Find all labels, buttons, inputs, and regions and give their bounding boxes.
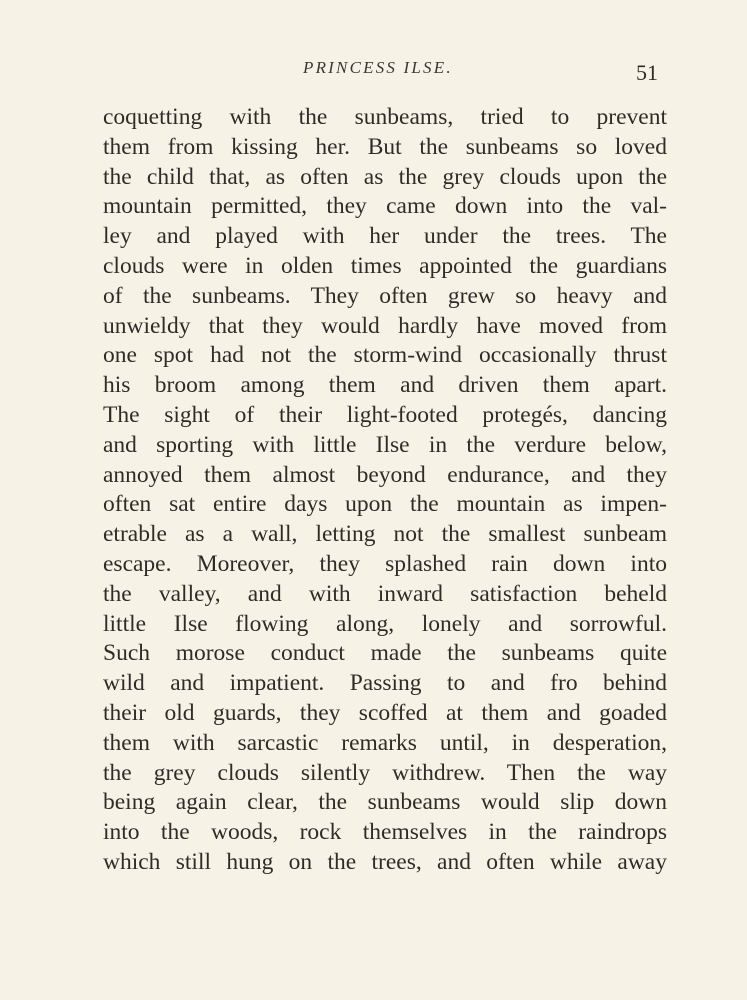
text-line: The sight of their light-footed protegés, dancing	[103, 401, 667, 428]
text-line: them with sarcastic remarks until, in desperation,	[103, 729, 667, 756]
text-line: which still hung on the trees, and often while away	[103, 848, 667, 875]
body-text	[103, 103, 667, 878]
text-line: of the sunbeams. They often grew so heavy and	[103, 282, 667, 309]
text-line: one spot had not the storm-wind occasionally thrust	[103, 342, 667, 369]
text-line: them from kissing her. But the sunbeams so loved	[103, 133, 667, 160]
text-line: and sporting with little Ilse in the verdure below,	[103, 431, 667, 458]
running-head	[0, 58, 747, 88]
text-line: unwieldy that they would hardly have moved from	[103, 312, 667, 339]
text-line: little Ilse flowing along, lonely and sorrowful.	[103, 610, 667, 637]
text-line: often sat entire days upon the mountain as impen-	[103, 491, 667, 518]
page-number: 51	[636, 60, 658, 85]
text-line: wild and impatient. Passing to and fro behind	[103, 670, 667, 697]
text-line: into the woods, rock themselves in the raindrops	[103, 819, 667, 846]
text-line: being again clear, the sunbeams would slip down	[103, 789, 667, 816]
text-line: the grey clouds silently withdrew. Then the way	[103, 759, 667, 786]
running-title: PRINCESS ILSE.	[303, 58, 453, 77]
text-line: escape. Moreover, they splashed rain down into	[103, 550, 667, 577]
text-line: his broom among them and driven them apart.	[103, 372, 667, 399]
text-line: clouds were in olden times appointed the guardians	[103, 252, 667, 279]
text-line: annoyed them almost beyond endurance, and they	[103, 461, 667, 488]
text-line: Such morose conduct made the sunbeams quite	[103, 640, 667, 667]
text-line: the valley, and with inward satisfaction beheld	[103, 580, 667, 607]
text-line: the child that, as often as the grey clouds upon the	[103, 163, 667, 190]
text-line: coquetting with the sunbeams, tried to prevent	[103, 104, 667, 130]
text-line: mountain permitted, they came down into the val-	[103, 193, 667, 220]
text-line: etrable as a wall, letting not the smallest sunbeam	[103, 521, 667, 548]
text-line: ley and played with her under the trees. The	[103, 223, 667, 250]
text-line: their old guards, they scoffed at them and goaded	[103, 699, 667, 726]
